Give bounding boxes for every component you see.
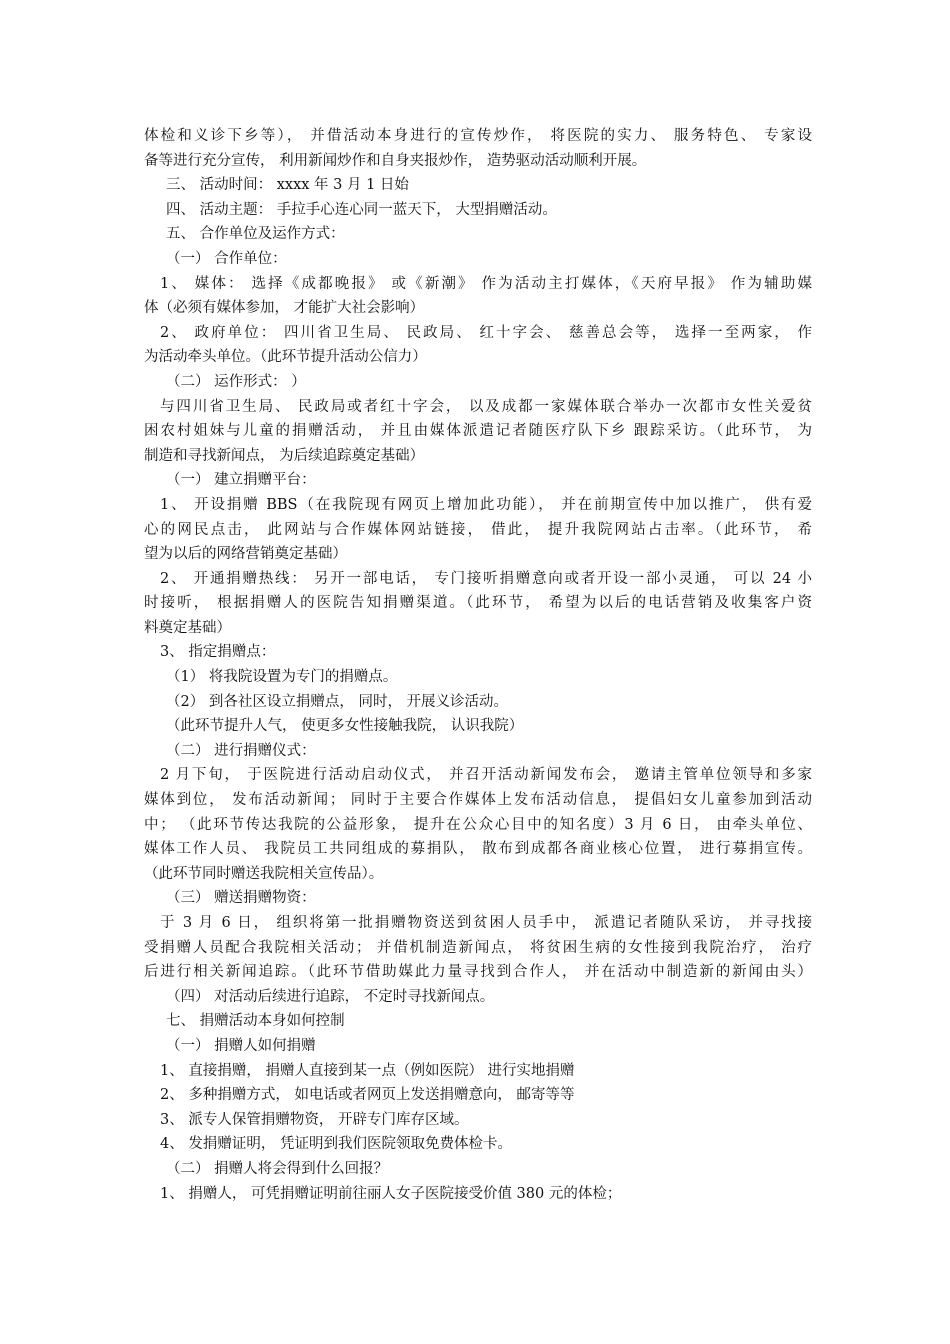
text-line: 四、 活动主题： 手拉手心连心同一蓝天下， 大型捐赠活动。 [166, 201, 557, 218]
text-line: （2） 到各社区设立捐赠点， 同时， 开展义诊活动。 [166, 693, 509, 710]
text-line: （三） 赠送捐赠物资： [166, 890, 316, 907]
text-line: 料奠定基础） [144, 619, 231, 636]
text-line: （二） 捐赠人将会得到什么回报？ [166, 1160, 389, 1177]
text-line: （一） 建立捐赠平台： [166, 472, 316, 489]
text-line: 心的网民点击， 此网站与合作媒体网站链接， 借此， 提升我院网站占击率。（此环节， 希 [144, 521, 812, 538]
text-line: 受捐赠人员配合我院相关活动； 并借机制造新闻点， 将贫困生病的女性接到我院治疗， 治疗 [144, 939, 812, 956]
text-line: 1、 捐赠人， 可凭捐赠证明前往丽人女子医院接受价值 380 元的体检； [160, 1185, 622, 1202]
text-line: 4、 发捐赠证明， 凭证明到我们医院领取免费体检卡。 [160, 1136, 512, 1153]
text-line: 2 月下旬， 于医院进行活动启动仪式， 并召开活动新闻发布会， 邀请主管单位领导和多家 [160, 767, 812, 784]
text-line: 与四川省卫生局、 民政局或者红十字会， 以及成都一家媒体联合举办一次都市女性关爱贫 [160, 398, 812, 415]
text-line: 为活动牵头单位。（此环节提升活动公信力） [144, 349, 427, 366]
document-body [144, 124, 812, 1206]
text-line: 望为以后的网络营销奠定基础） [144, 546, 347, 563]
text-line: （二） 运作形式： ） [166, 373, 306, 390]
text-line: 三、 活动时间： xxxx 年 3 月 1 日始 [166, 177, 409, 194]
text-line: 2、 政府单位： 四川省卫生局、 民政局、 红十字会、 慈善总会等， 选择一至两家， 作 [160, 324, 812, 341]
text-line: 后进行相关新闻追踪。（此环节借助媒此力量寻找到合作人， 并在活动中制造新的新闻由头） [144, 964, 812, 981]
text-line: （此环节提升人气， 使更多女性接触我院， 认识我院） [166, 718, 524, 735]
text-line: 困农村姐妹与儿童的捐赠活动， 并且由媒体派遣记者随医疗队下乡 跟踪采访。（此环节， 为 [144, 423, 812, 440]
text-line: 体检和义诊下乡等）， 并借活动本身进行的宣传炒作， 将医院的实力、 服务特色、 专家设 [144, 128, 812, 144]
text-line: 媒体到位， 发布活动新闻； 同时于主要合作媒体上发布活动信息， 提倡妇女儿童参加到活动 [144, 792, 812, 809]
text-line: 中； （此环节传达我院的公益形象， 提升在公众心目中的知名度）3 月 6 日， 由牵头单位、 [144, 816, 812, 833]
text-line: 2、 多种捐赠方式， 如电话或者网页上发送捐赠意向， 邮寄等等 [160, 1087, 575, 1104]
text-line: 媒体工作人员、 我院员工共同组成的募捐队， 散布到成都各商业核心位置， 进行募捐宣传。 [144, 841, 812, 858]
text-line: （二） 进行捐赠仪式： [166, 742, 316, 759]
text-line: 2、 开通捐赠热线： 另开一部电话， 专门接听捐赠意向或者开设一部小灵通， 可以 24 小 [160, 570, 812, 587]
text-line: 体（必须有媒体参加， 才能扩大社会影响） [144, 300, 425, 317]
text-line: （一） 捐赠人如何捐赠 [166, 1037, 316, 1054]
text-line: 七、 捐赠活动本身如何控制 [166, 1013, 345, 1030]
text-line: 五、 合作单位及运作方式： [166, 226, 345, 243]
text-line: （1） 将我院设置为专门的捐赠点。 [166, 669, 398, 686]
text-line: 备等进行充分宣传， 利用新闻炒作和自身夹报炒作， 造势驱动活动顺利开展。 [144, 152, 647, 169]
text-line: （此环节同时赠送我院相关宣传品）。 [144, 865, 384, 882]
text-line: 1、 开设捐赠 BBS（在我院现有网页上增加此功能）， 并在前期宣传中加以推广， 供有爱 [160, 496, 812, 513]
text-line: 于 3 月 6 日， 组织将第一批捐赠物资送到贫困人员手中， 派遣记者随队采访， 并寻找接 [160, 915, 812, 931]
text-line: （四） 对活动后续进行追踪， 不定时寻找新闻点。 [166, 988, 495, 1005]
text-line: 1、 媒体： 选择《成都晚报》 或《新潮》 作为活动主打媒体，《天府早报》 作为辅助媒 [160, 275, 812, 292]
text-line: 时接听， 根据捐赠人的医院告知捐赠渠道。（此环节， 希望为以后的电话营销及收集客户资 [144, 595, 812, 612]
text-line: （一） 合作单位： [166, 250, 287, 267]
text-line: 制造和寻找新闻点， 为后续追踪奠定基础） [144, 447, 425, 464]
text-line: 1、 直接捐赠， 捐赠人直接到某一点（例如医院） 进行实地捐赠 [160, 1062, 575, 1079]
text-line: 3、 派专人保管捐赠物资， 开辟专门库存区域。 [160, 1111, 469, 1128]
text-line: 3、 指定捐赠点： [160, 644, 276, 661]
